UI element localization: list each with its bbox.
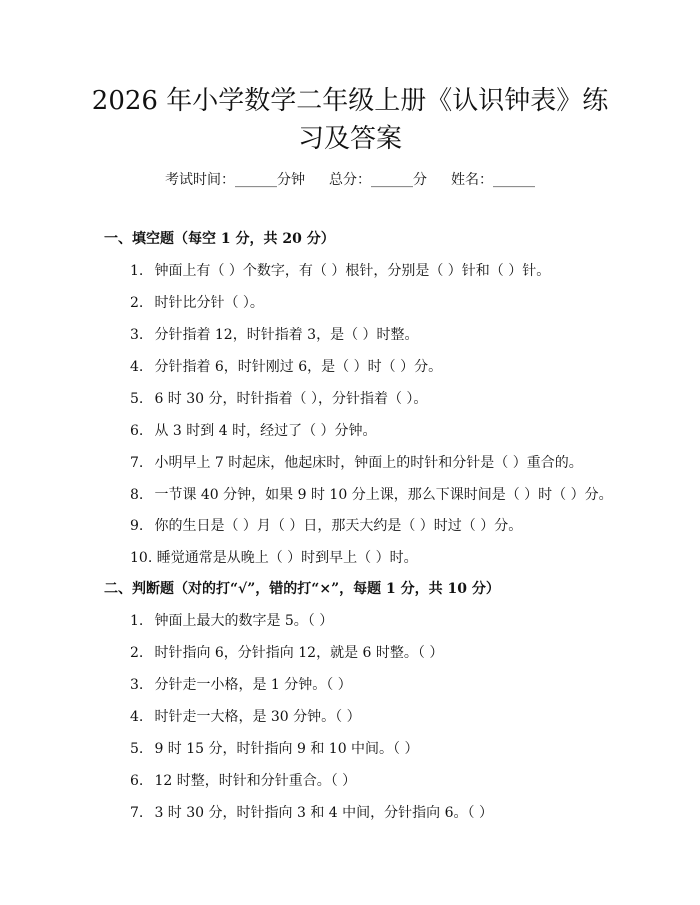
- question-text: 时针走一大格，是 30 分钟。（ ）: [154, 709, 361, 725]
- question-number: 4.: [130, 359, 144, 375]
- question-item: [130, 389, 427, 409]
- question-text: 从 3 时到 4 时，经过了（ ）分钟。: [154, 423, 377, 439]
- question-number: 7.: [130, 455, 144, 471]
- question-text: 小明早上 7 时起床，他起床时，钟面上的时针和分针是（ ）重合的。: [154, 455, 583, 471]
- question-number: 3.: [130, 677, 144, 693]
- question-text: 你的生日是（ ）月（ ）日，那天大约是（ ）时过（ ）分。: [154, 518, 523, 534]
- question-item: [130, 516, 522, 536]
- question-item: [130, 485, 613, 505]
- question-number: 2.: [130, 645, 144, 661]
- question-item: [130, 453, 583, 473]
- question-item: [130, 707, 361, 727]
- question-number: 2.: [130, 295, 144, 311]
- question-text: 钟面上最大的数字是 5。（ ）: [154, 613, 334, 629]
- question-text: 12 时整，时针和分针重合。（ ）: [154, 773, 357, 789]
- question-number: 1.: [130, 613, 144, 629]
- exam-time-field: 考试时间：______分钟: [165, 172, 305, 188]
- exam-info: [0, 170, 700, 190]
- question-number: 4.: [130, 709, 144, 725]
- question-text: 分针指着 12，时针指着 3，是（ ）时整。: [154, 327, 419, 343]
- question-item: [130, 675, 352, 695]
- question-item: [130, 261, 550, 281]
- question-item: [130, 611, 333, 631]
- question-number: 10.: [130, 550, 153, 566]
- question-item: [130, 421, 377, 441]
- question-number: 1.: [130, 263, 144, 279]
- question-number: 6.: [130, 773, 144, 789]
- question-item: [130, 803, 493, 823]
- student-name-field: 姓名：______: [451, 172, 535, 188]
- question-text: 时针比分针（ ）。: [154, 295, 264, 311]
- section-heading-true-false: 二、判断题（对的打“√”，错的打“×”，每题 1 分，共 10 分）: [104, 581, 500, 597]
- question-number: 5.: [130, 391, 144, 407]
- question-number: 8.: [130, 487, 144, 503]
- question-text: 分针指着 6，时针刚过 6，是（ ）时（ ）分。: [154, 359, 443, 375]
- question-item: [130, 548, 418, 568]
- question-text: 3 时 30 分，时针指向 3 和 4 中间，分针指向 6。（ ）: [154, 805, 493, 821]
- question-text: 6 时 30 分，时针指着（ ），分针指着（ ）。: [154, 391, 428, 407]
- question-text: 钟面上有（ ）个数字，有（ ）根针，分别是（ ）针和（ ）针。: [154, 263, 551, 279]
- question-number: 6.: [130, 423, 144, 439]
- document-title-line-2: 习及答案: [297, 124, 402, 154]
- total-score-field: 总分：______分: [329, 172, 427, 188]
- question-text: 分针走一小格，是 1 分钟。（ ）: [154, 677, 352, 693]
- question-item: [130, 643, 443, 663]
- question-number: 9.: [130, 518, 144, 534]
- question-item: [130, 739, 419, 759]
- question-item: [130, 771, 356, 791]
- question-item: [130, 325, 419, 345]
- section-heading-fill-blank: 一、填空题（每空 1 分，共 20 分）: [104, 231, 335, 247]
- question-number: 7.: [130, 805, 144, 821]
- question-text: 9 时 15 分，时针指向 9 和 10 中间。（ ）: [154, 741, 419, 757]
- question-number: 3.: [130, 327, 144, 343]
- question-text: 时针指向 6，分针指向 12，就是 6 时整。（ ）: [154, 645, 444, 661]
- document-title-line-1: 2026 年小学数学二年级上册《认识钟表》练: [91, 86, 609, 116]
- question-item: [130, 357, 442, 377]
- question-text: 一节课 40 分钟，如果 9 时 10 分上课，那么下课时间是（ ）时（ ）分。: [154, 487, 613, 503]
- question-number: 5.: [130, 741, 144, 757]
- question-item: [130, 293, 264, 313]
- question-text: 睡觉通常是从晚上（ ）时到早上（ ）时。: [156, 550, 418, 566]
